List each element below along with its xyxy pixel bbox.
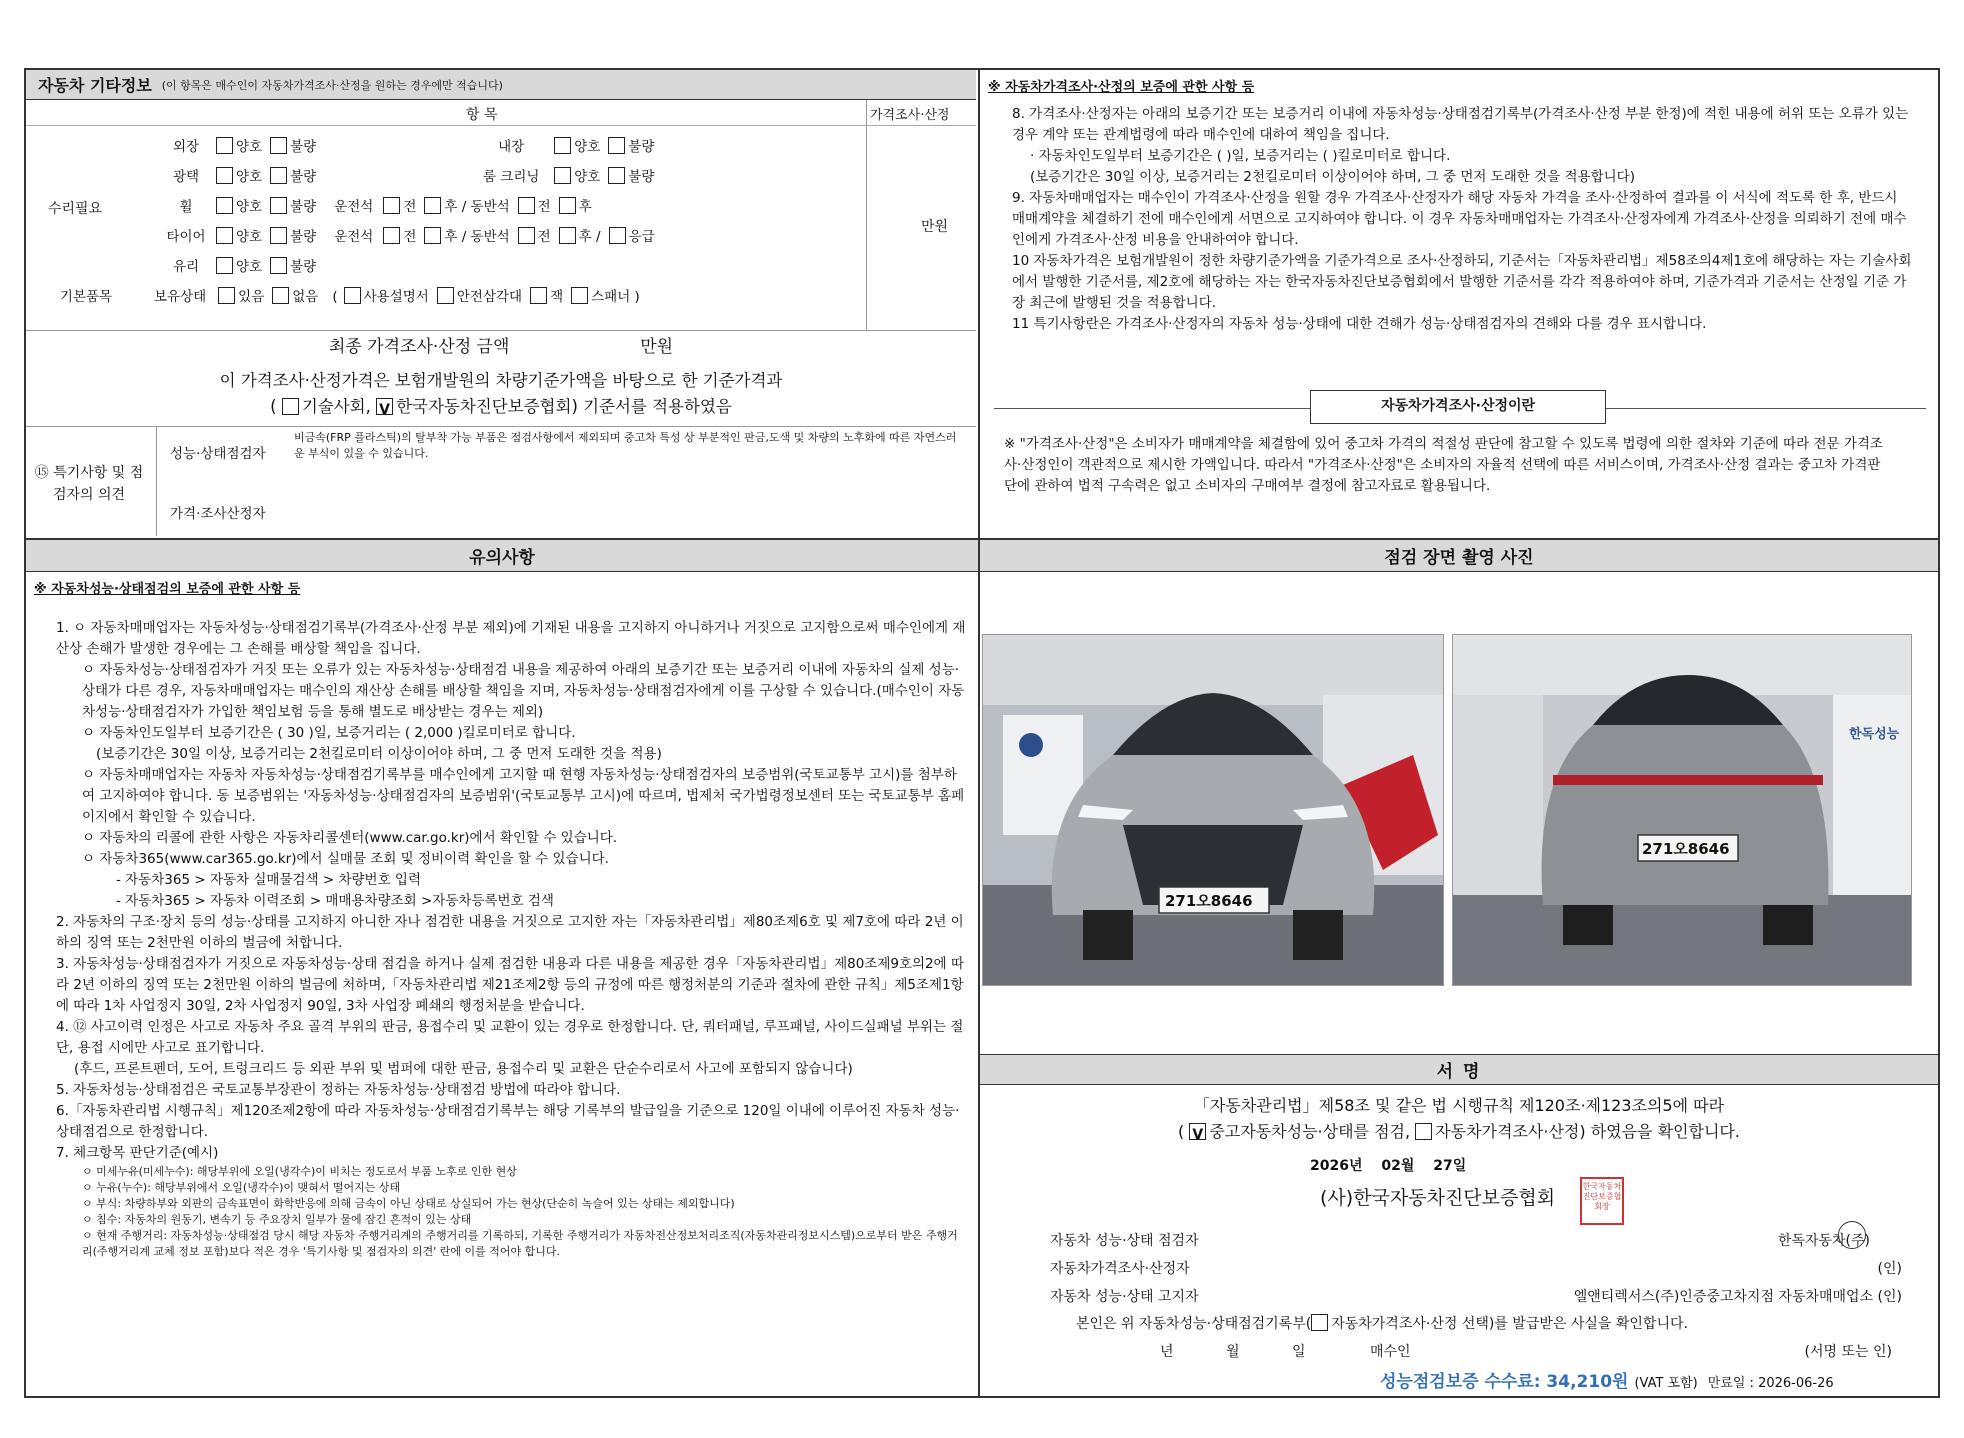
note-1d: (보증기간은 30일 이상, 보증거리는 2천킬로미터 이상이어야 하며, 그 중 먼저 도래한 것을 적용)	[96, 746, 662, 762]
note-6: 6.「자동차관리법 시행규칙」제120조제2항에 따라 자동차성능·상태점검기록부는 해당 기록부의 발급일을 기준으로 120일 이내에 이루어진 자동차 성능·상태점검으로 한정합니다.	[56, 1103, 960, 1140]
note-10: 10 자동차가격은 보험개발원이 정한 차량기준가액을 기준가격으로 조사·산정하되, 기준서는「자동차관리법」제58조의4제1호에 해당하는 자는 기술사회에서 발행한 기준서를, 제2호에 해당하는 자는 한국자동차진단보증협회에서 발행한 기준서를 각각 적용하여야 하며, 기준가격과 기준서는 산정일 기준 가장 최근에 발행된 것을 적용합니다.	[1012, 253, 1912, 311]
final-price-unit: 만원	[640, 337, 674, 357]
good-label: 양호	[236, 168, 263, 185]
note-3: 3. 자동차성능·상태점검자가 거짓으로 자동차성능·상태 점검을 하거나 실제 점검한 내용과 다른 내용을 제공한 경우「자동차관리법」제80조제9호의2에 따라 2년 이하의 징역 또는 2천만원 이하의 벌금에 처하며,「자동차관리법 제21조제2항 등의 규정에 따른 행정처분의 기준과 절차에 관한 규칙」제5조제1항에 따라 1차 사업정지 30일, 2차 사업정지 90일, 3차 사업장 폐쇄의 행정처분을 받습니다.	[56, 956, 965, 1014]
ownership-label: 보유상태	[154, 288, 207, 305]
bad-label: 불량	[290, 258, 317, 275]
front-label: 전	[403, 198, 417, 215]
buyer-day: 일	[1291, 1344, 1306, 1360]
emergency-label: 응급	[628, 228, 655, 245]
tech-society-label: 기술사회,	[301, 397, 371, 416]
tire-label: 타이어	[166, 228, 206, 245]
price-survey-checkbox[interactable]	[1415, 1123, 1432, 1140]
rear-label: 후 /	[578, 228, 601, 245]
driver-seat-label: 운전석	[334, 228, 374, 245]
kadia-label: 한국자동차진단보증협회) 기준서를 적용하였음	[396, 397, 732, 416]
notes-subtitle: ※ 자동차성능·상태점검의 보증에 관한 사항 등	[34, 582, 301, 597]
note-8: 8. 가격조사·산정자는 아래의 보증기간 또는 보증거리 이내에 자동차성능·상태점검기록부(가격조사·산정 부분 한정)에 적힌 내용에 허위 또는 오류가 있는 경우 계약 또는 관계법령에 따라 매수인에 대하여 책임을 집니다.	[1012, 106, 1909, 143]
buyer-month: 월	[1225, 1344, 1240, 1360]
front-label: 전	[537, 198, 551, 215]
note-2: 2. 자동차의 구조·장치 등의 성능·상태를 고지하지 아니한 자나 점검한 내용을 거짓으로 고지한 자는「자동차관리법」제80조제6호 및 제7호에 따라 2년 이하의 징역 또는 2천만원 이하의 벌금에 처합니다.	[56, 914, 964, 951]
gloss-bad-checkbox[interactable]	[270, 167, 287, 184]
tire-bad-checkbox[interactable]	[270, 227, 287, 244]
triangle-label: 안전삼각대	[456, 288, 523, 305]
note-1h: - 자동차365 > 자동차 실매물검색 > 차량번호 입력	[116, 872, 421, 888]
gloss-label: 광택	[172, 168, 200, 185]
expiry-date: 만료일 : 2026-06-26	[1707, 1376, 1834, 1391]
note-1: 1. ㅇ 자동차매매업자는 자동차성능·상태점검기록부(가격조사·산정 부분 제외)에 기재된 내용을 고지하지 아니하거나 거짓으로 고지함으로써 매수인에게 재산상 손해가 발생한 경우에는 그 손해를 배상할 책임을 집니다.	[56, 620, 966, 657]
association-seal: 한국자동차진단보증협회장	[1580, 1177, 1624, 1225]
good-label: 양호	[236, 198, 263, 215]
jack-label: 잭	[550, 288, 564, 305]
rear-photo	[1452, 634, 1912, 986]
sign-day: 27일	[1433, 1158, 1467, 1174]
tire-driver-front-checkbox[interactable]	[383, 227, 400, 244]
criterion-4: ㅇ 침수: 자동차의 원동기, 변속기 등 주요장치 일부가 물에 잠긴 흔적이 있는 상태	[82, 1213, 472, 1226]
repair-needed-label: 수리필요	[48, 201, 103, 217]
rear-passenger-label: 후 / 동반석	[444, 198, 510, 215]
notes-title: 유의사항	[26, 540, 978, 572]
confirm-price-checkbox[interactable]	[1311, 1314, 1328, 1331]
have-label: 있음	[238, 288, 265, 305]
wheel-driver-rear-checkbox[interactable]	[424, 197, 441, 214]
other-info-subtitle: (이 항목은 매수인이 자동차가격조사·산정을 원하는 경우에만 적습니다)	[161, 78, 503, 92]
good-label: 양호	[236, 258, 263, 275]
good-label: 양호	[236, 138, 263, 155]
good-label: 양호	[574, 168, 601, 185]
none-checkbox[interactable]	[272, 287, 289, 304]
rear-label: 후	[578, 198, 592, 215]
front-plate: 271오8646	[1165, 892, 1253, 910]
wheel-driver-front-checkbox[interactable]	[383, 197, 400, 214]
note-9: 9. 자동차매매업자는 매수인이 가격조사·산정을 원할 경우 가격조사·산정자가 해당 자동차 가격을 조사·산정하여 결과를 이 서식에 적도록 한 후, 반드시 매매계약을 체결하기 전에 매수인에게 서면으로 고지하여야 합니다. 이 경우 자동차매매업자는 가격조사·산정자에게 가격조사·산정을 의뢰하기 전에 매수인에게 가격조사·산정 비용을 안내하여야 합니다.	[1012, 190, 1907, 248]
col-item-header: 항 목	[466, 107, 498, 123]
wall-sign: 한독성능	[1849, 727, 1900, 742]
signature-section: 서 명 「자동차관리법」제58조 및 같은 법 시행규칙 제120조·제123조의5에 따라 ( V중고자동차성능·상태를 점검, 자동차가격조사·산정) 하였음을 확인합니다. 2026년 02월 27일 (사)한국자동차진단보증협회 한국자동차진단보증협회장 자동차 성능·상태 점검자 한독자동차(주) 자동차가격조사·산정자 (인) 자동차 성능·상태 고지자 엘앤티렉서스(주)인증중고차지점 자동차매매업소 (인) 본인은 위 자동차성능·상태점검기록부( 자동차가격조사·산정 선택)를 발급받은 사실을 확인합니다. 년 월 일 매수인 (서명 또는 인) 성능점검보증 수수료: 34,210원 (VAT 포함) 만료일 : 2026-06-26	[980, 1054, 1938, 1396]
triangle-checkbox[interactable]	[437, 287, 454, 304]
exterior-label: 외장	[172, 138, 200, 155]
driver-seat-label: 운전석	[334, 198, 374, 215]
signature-title: 서 명	[980, 1055, 1938, 1085]
criterion-1: ㅇ 미세누유(미세누수): 해당부위에 오일(냉각수)이 비치는 정도로서 부품 노후로 인한 현상	[82, 1165, 517, 1178]
note-1e: ㅇ 자동차매매업자는 자동차 자동차성능·상태점검기록부를 매수인에게 고지할 때 현행 자동차성능·상태점검자의 보증범위(국토교통부 고시)를 첨부하여 고지하여야 합니다. 동 보증범위는 '자동차성능·상태점검자의 보증범위'(국토교통부 고시)에 따르며, 법제처 국가법령정보센터 또는 국토교통부 홈페이지에서 확인할 수 있습니다.	[82, 767, 965, 825]
used-car-inspection-label: 중고자동차성능·상태를 점검,	[1209, 1122, 1411, 1141]
price-definition-text: ※ "가격조사·산정"은 소비자가 매매계약을 체결함에 있어 중고차 가격의 적절성 판단에 참고할 수 있도록 법령에 의한 절차와 기준에 따라 전문 가격조사·산정인이 객관적으로 제시한 가액입니다. 따라서 "가격조사·산정"은 소비자의 자율적 선택에 따른 서비스이며, 가격조사·산정 결과는 중고차 가격판단에 관하여 법적 구속력은 없고 소비자의 구매여부 결정에 참고자료로 활용됩니다.	[1004, 436, 1883, 494]
none-label: 없음	[292, 288, 319, 305]
gloss-good-checkbox[interactable]	[216, 167, 233, 184]
good-label: 양호	[236, 228, 263, 245]
inspector-value: 한독자동차(주)	[1777, 1233, 1870, 1249]
interior-bad-checkbox[interactable]	[608, 137, 625, 154]
interior-label: 내장	[498, 138, 525, 155]
criterion-5: ㅇ 현재 주행거리: 자동차성능·상태점검 당시 해당 자동차 주행거리계의 주행거리를 기록하되, 기록한 주행거리가 자동차전산정보처리조직(자동차관리정보시스템)으로부터 받은 주행거리(주행거리계 교체 정보 포함)보다 적은 경우 '특기사항 및 점검자의 의견' 란에 이를 적어야 합니다.	[82, 1229, 958, 1258]
front-label: 전	[537, 228, 551, 245]
vat-note: (VAT 포함)	[1634, 1376, 1698, 1391]
spanner-label: 스패너 )	[591, 288, 640, 305]
note-1i: - 자동차365 > 자동차 이력조회 > 매매용차량조회 >자동차등록번호 검색	[116, 893, 554, 909]
note-1f: ㅇ 자동차의 리콜에 관한 사항은 자동차리콜센터(www.car.go.kr)에서 확인할 수 있습니다.	[82, 830, 618, 846]
bad-label: 불량	[290, 168, 317, 185]
bad-label: 불량	[628, 138, 655, 155]
note-11: 11 특기사항란은 가격조사·산정자의 자동차 성능·상태에 대한 견해가 성능·상태점검자의 견해와 다를 경우 표시합니다.	[1012, 316, 1707, 332]
glass-label: 유리	[172, 258, 200, 275]
sign-year: 2026년	[1310, 1158, 1363, 1174]
bad-label: 불량	[290, 228, 317, 245]
criterion-2: ㅇ 누유(누수): 해당부위에서 오일(냉각수)이 맺혀서 떨어지는 상태	[82, 1181, 401, 1194]
price-warranty-title: ※ 자동차가격조사·산정의 보증에 관한 사항 등	[980, 70, 1938, 92]
tire-pass-front-checkbox[interactable]	[518, 227, 535, 244]
note-7: 7. 체크항목 판단기준(예시)	[56, 1145, 219, 1161]
note-8b: (보증기간은 30일 이상, 보증거리는 2천킬로미터 이상이어야 하며, 그 중 먼저 도래한 것을 적용합니다)	[1030, 169, 1635, 185]
notifier-label: 자동차 성능·상태 고지자	[1050, 1289, 1199, 1305]
price-inspector-label: 가격·조사산정자	[170, 506, 266, 522]
manual-checkbox[interactable]	[344, 287, 361, 304]
jack-checkbox[interactable]	[530, 287, 547, 304]
room-good-checkbox[interactable]	[554, 167, 571, 184]
exterior-good-checkbox[interactable]	[216, 137, 233, 154]
buyer-label: 매수인	[1369, 1344, 1411, 1360]
law-statement: 「자동차관리법」제58조 및 같은 법 시행규칙 제120조·제123조의5에 따라	[1193, 1096, 1725, 1115]
sign-month: 02월	[1381, 1158, 1415, 1174]
photos-title: 점검 장면 촬영 사진	[980, 540, 1938, 572]
other-info-title: 자동차 기타정보	[38, 76, 152, 95]
buyer-signature: (서명 또는 인)	[1804, 1344, 1892, 1360]
price-definition-title: 자동차가격조사·산정이란	[1310, 390, 1606, 424]
photos-section	[980, 540, 1938, 1054]
have-checkbox[interactable]	[218, 287, 235, 304]
price-surveyor-value: (인)	[1877, 1261, 1902, 1277]
tire-driver-rear-checkbox[interactable]	[424, 227, 441, 244]
col-price-header: 가격조사·산정	[870, 108, 950, 123]
inspector-label: 자동차 성능·상태 점검자	[1050, 1233, 1199, 1249]
bad-label: 불량	[290, 198, 317, 215]
inspector-seal	[1838, 1221, 1866, 1249]
room-cleaning-label: 룸 크리닝	[482, 168, 540, 185]
criterion-3: ㅇ 부식: 차량하부와 외판의 금속표면이 화학반응에 의해 금속이 아닌 상태로 상실되어 가는 현상(단순히 녹슬어 있는 상태는 제외합니다)	[82, 1197, 735, 1210]
note-1b: ㅇ 자동차성능·상태점검자가 거짓 또는 오류가 있는 자동차성능·상태점검 내용을 제공하여 아래의 보증기간 또는 보증거리 이내에 자동차의 실제 성능·상태가 다른 경우, 자동차매매업자는 매수인의 재산상 손해를 배상할 책임을 지며, 자동차성능·상태점검자에게 이를 구상할 수 있습니다.(매수인이 자동차성능·상태점검자가 가입한 책임보험 등을 통해 별도로 배상받는 경우는 제외)	[82, 662, 965, 720]
note-4b: (후드, 프론트펜더, 도어, 트렁크리드 등 외판 부위 및 범퍼에 대한 판금, 용접수리 및 교환은 단순수리로서 사고에 포함되지 않습니다)	[74, 1061, 853, 1077]
glass-bad-checkbox[interactable]	[270, 257, 287, 274]
price-warranty-section	[980, 70, 1938, 536]
price-unit: 만원	[921, 219, 949, 235]
warranty-fee: 성능점검보증 수수료: 34,210원	[1380, 1372, 1629, 1392]
note-1c: ㅇ 자동차인도일부터 보증기간은 ( 30 )일, 보증거리는 ( 2,000 )킬로미터로 합니다.	[82, 725, 576, 741]
final-price-label: 최종 가격조사·산정 금액	[328, 337, 510, 357]
tire-emergency-checkbox[interactable]	[609, 227, 626, 244]
confirm-text-b: 자동차가격조사·산정 선택)를 발급받은 사실을 확인합니다.	[1331, 1316, 1688, 1332]
interior-good-checkbox[interactable]	[554, 137, 571, 154]
buyer-year: 년	[1160, 1344, 1174, 1360]
glass-good-checkbox[interactable]	[216, 257, 233, 274]
front-photo	[982, 634, 1444, 986]
other-info-section: 자동차 기타정보 (이 항목은 매수인이 자동차가격조사·산정을 원하는 경우에만 적습니다) 항 목 가격조사·산정 수리필요 만원 외장 양호 불량 내장 양호 불량 광택 양호 불량 룸 크리닝 양호 불량 휠 양호 불량 운전석 전 후 / 동반석 전 후 타이어 양호 불량 운전석 전 후 / 동반석 전 후 / 응급 유리 양호 불량 기본품목 보유상태 있음 없음 ( 사용설명서 안전삼각대 잭 스패너 ) 최종 가격조사·산정 금액 만원 이 가격조사·산정가격은 보험개발원의 차량기준가액을 바탕으로 한 기준가격과 ( 기술사회, V 한국자동차진단보증협회) 기준서를 적용하였음 ⑮ 특기사항 및 점검자의 의견 성능·상태점검자 비금속(FRP 플라스틱)의 탈부착 가능 부품은 점검사항에서 제외되며 중고차 특성 상 부분적인 판금,도색 및 차량의 노후화에 따른 자연스러운 부식이 있을 수 있습니다. 가격·조사산정자	[26, 70, 976, 536]
spanner-checkbox[interactable]	[571, 287, 588, 304]
tech-society-checkbox[interactable]	[282, 398, 299, 415]
rear-plate: 271오8646	[1642, 840, 1730, 858]
price-survey-label: 자동차가격조사·산정) 하였음을 확인합니다.	[1435, 1122, 1740, 1141]
wheel-pass-rear-checkbox[interactable]	[559, 197, 576, 214]
bad-label: 불량	[290, 138, 317, 155]
performance-inspector-label: 성능·상태점검자	[170, 446, 266, 462]
confirm-text-a: 본인은 위 자동차성능·상태점검기록부(	[1076, 1316, 1312, 1332]
note-8a: · 자동차인도일부터 보증기간은 ( )일, 보증거리는 ( )킬로미터로 합니다.	[1030, 148, 1451, 164]
manual-label: 사용설명서	[363, 288, 429, 305]
kadia-checkbox[interactable]	[376, 398, 393, 415]
bad-label: 불량	[628, 168, 655, 185]
price-surveyor-label: 자동차가격조사·산정자	[1050, 1261, 1190, 1277]
note-5: 5. 자동차성능·상태점검은 국토교통부장관이 정하는 자동차성능·상태점검 방법에 따라야 합니다.	[56, 1082, 621, 1098]
note-4: 4. ⑫ 사고이력 인정은 사고로 자동차 주요 골격 부위의 판금, 용접수리 및 교환이 있는 경우로 한정합니다. 단, 쿼터패널, 루프패널, 사이드실패널 부위는 절단, 용접 시에만 사고로 표기합니다.	[56, 1019, 964, 1056]
special-notes-label: ⑮ 특기사항 및 점검자의 의견	[34, 465, 144, 503]
used-car-inspection-checkbox[interactable]	[1189, 1123, 1206, 1140]
association-name: (사)한국자동차진단보증협회	[1320, 1187, 1556, 1209]
wheel-pass-front-checkbox[interactable]	[518, 197, 535, 214]
exterior-bad-checkbox[interactable]	[270, 137, 287, 154]
wheel-label: 휠	[179, 198, 193, 215]
note-1g: ㅇ 자동차365(www.car365.go.kr)에서 실매물 조회 및 정비이력 확인을 할 수 있습니다.	[82, 851, 609, 867]
basic-items-label: 기본품목	[59, 288, 113, 305]
tire-pass-rear-checkbox[interactable]	[559, 227, 576, 244]
good-label: 양호	[574, 138, 601, 155]
room-bad-checkbox[interactable]	[608, 167, 625, 184]
wheel-good-checkbox[interactable]	[216, 197, 233, 214]
tire-good-checkbox[interactable]	[216, 227, 233, 244]
notifier-value: 엘앤티렉서스(주)인증중고차지점 자동차매매업소 (인)	[1573, 1289, 1902, 1305]
notes-section	[26, 540, 978, 1396]
wheel-bad-checkbox[interactable]	[270, 197, 287, 214]
rear-passenger-label: 후 / 동반석	[444, 228, 510, 245]
front-label: 전	[403, 228, 417, 245]
performance-inspector-note: 비금속(FRP 플라스틱)의 탈부착 가능 부품은 점검사항에서 제외되며 중고차 특성 상 부분적인 판금,도색 및 차량의 노후화에 따른 자연스러운 부식이 있을 수 있습니다.	[294, 431, 957, 460]
basis-line1: 이 가격조사·산정가격은 보험개발원의 차량기준가액을 바탕으로 한 기준가격과	[219, 371, 783, 390]
